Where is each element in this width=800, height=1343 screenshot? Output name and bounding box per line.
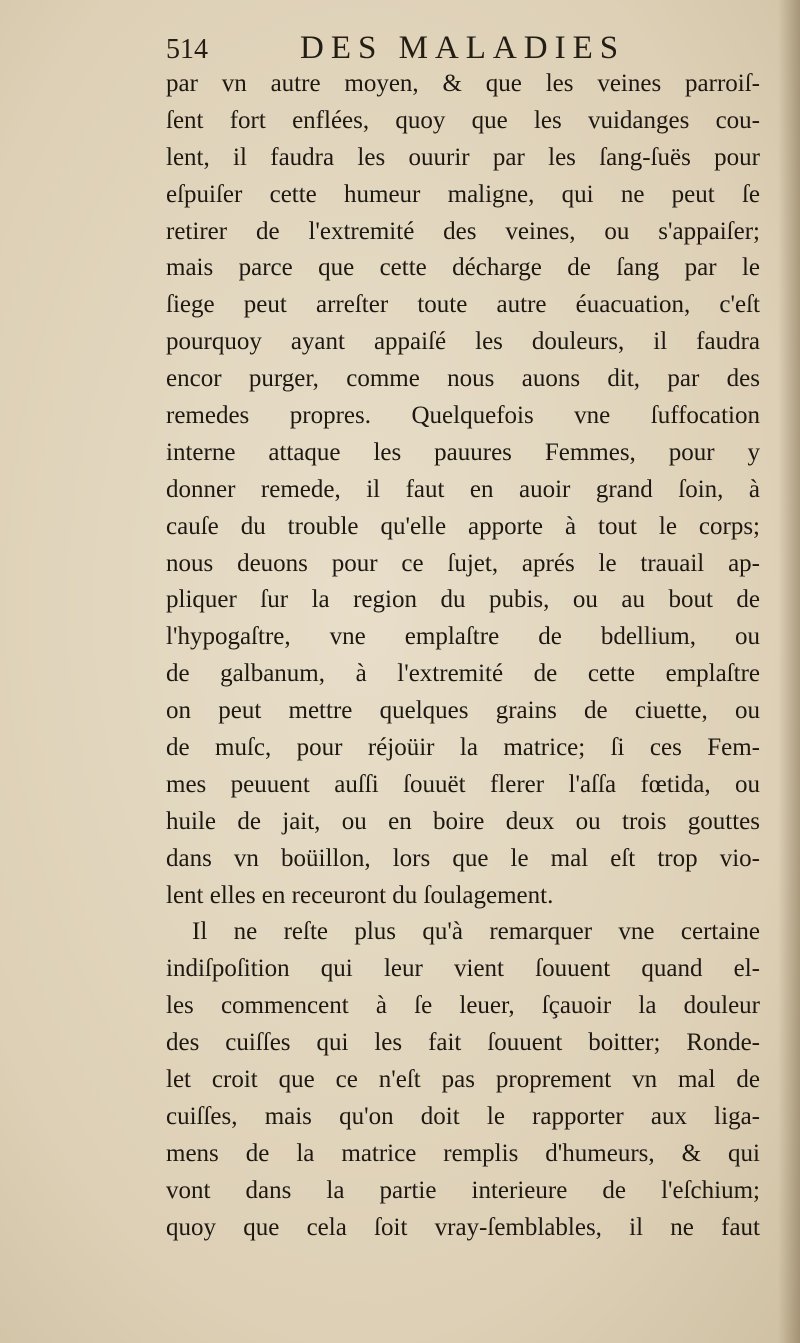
text-line: pourquoy ayant appaiſé les douleurs, il faudra — [166, 328, 760, 356]
text-line: mes peuuent auſſi ſouuët flerer l'aſſa fœtida, ou — [166, 770, 760, 798]
text-line: lent, il faudra les ouurir par les ſang-ſuës pour — [166, 143, 760, 171]
text-line: eſpuiſer cette humeur maligne, qui ne peut ſe — [166, 180, 760, 208]
page-header — [166, 30, 726, 68]
text-line: let croit que ce n'eſt pas proprement vn mal de — [166, 1066, 760, 1094]
text-line: donner remede, il faut en auoir grand ſoin, à — [166, 475, 760, 503]
text-line: dans vn boüillon, lors que le mal eſt trop vio- — [166, 844, 760, 872]
text-line: pliquer ſur la region du pubis, ou au bout de — [166, 586, 760, 614]
paragraph-start-line: Il ne reſte plus qu'à remarquer vne certaine — [192, 918, 760, 946]
text-line: remedes propres. Quelquefois vne ſuffocation — [166, 402, 760, 430]
text-line: interne attaque les pauures Femmes, pour y — [166, 438, 760, 466]
text-line: de galbanum, à l'extremité de cette emplaſtre — [166, 660, 760, 688]
text-line: indiſpoſition qui leur vient ſouuent quand el- — [166, 955, 760, 983]
text-line: l'hypogaſtre, vne emplaſtre de bdellium, ou — [166, 623, 760, 651]
text-line: encor purger, comme nous auons dit, par des — [166, 365, 760, 393]
page-number: 514 — [166, 34, 208, 65]
text-line: de muſc, pour réjoüir la matrice; ſi ces Fem- — [166, 734, 760, 762]
text-line: cuiſſes, mais qu'on doit le rapporter aux liga- — [166, 1102, 760, 1130]
text-line: nous deuons pour ce ſujet, aprés le trauail ap- — [166, 549, 760, 577]
body-text — [166, 66, 760, 1247]
text-line: par vn autre moyen, & que les veines parroiſ- — [166, 70, 760, 97]
text-line: les commencent à ſe leuer, ſçauoir la douleur — [166, 992, 760, 1020]
text-line: ſent fort enflées, quoy que les vuidanges cou- — [166, 106, 760, 134]
text-line: cauſe du trouble qu'elle apporte à tout le corps; — [166, 512, 760, 540]
text-line: vont dans la partie interieure de l'eſchium; — [166, 1176, 760, 1204]
text-line: huile de jait, ou en boire deux ou trois gouttes — [166, 807, 760, 835]
running-head: DES MALADIES — [300, 30, 626, 66]
text-line: retirer de l'extremité des veines, ou s'appaiſer; — [166, 217, 760, 245]
text-line: quoy que cela ſoit vray-ſemblables, il ne faut — [166, 1213, 760, 1241]
page-gutter-shadow — [778, 0, 800, 1343]
text-line: on peut mettre quelques grains de ciuette, ou — [166, 697, 760, 725]
text-line: mais parce que cette décharge de ſang par le — [166, 254, 760, 282]
text-line: des cuiſſes qui les fait ſouuent boitter; Ronde- — [166, 1029, 760, 1057]
text-line: ſiege peut arreſter toute autre éuacuation, c'eſt — [166, 291, 760, 319]
paragraph-end-line: lent elles en receuront du ſoulagement. — [166, 881, 554, 909]
text-line: mens de la matrice remplis d'humeurs, & qui — [166, 1139, 760, 1167]
